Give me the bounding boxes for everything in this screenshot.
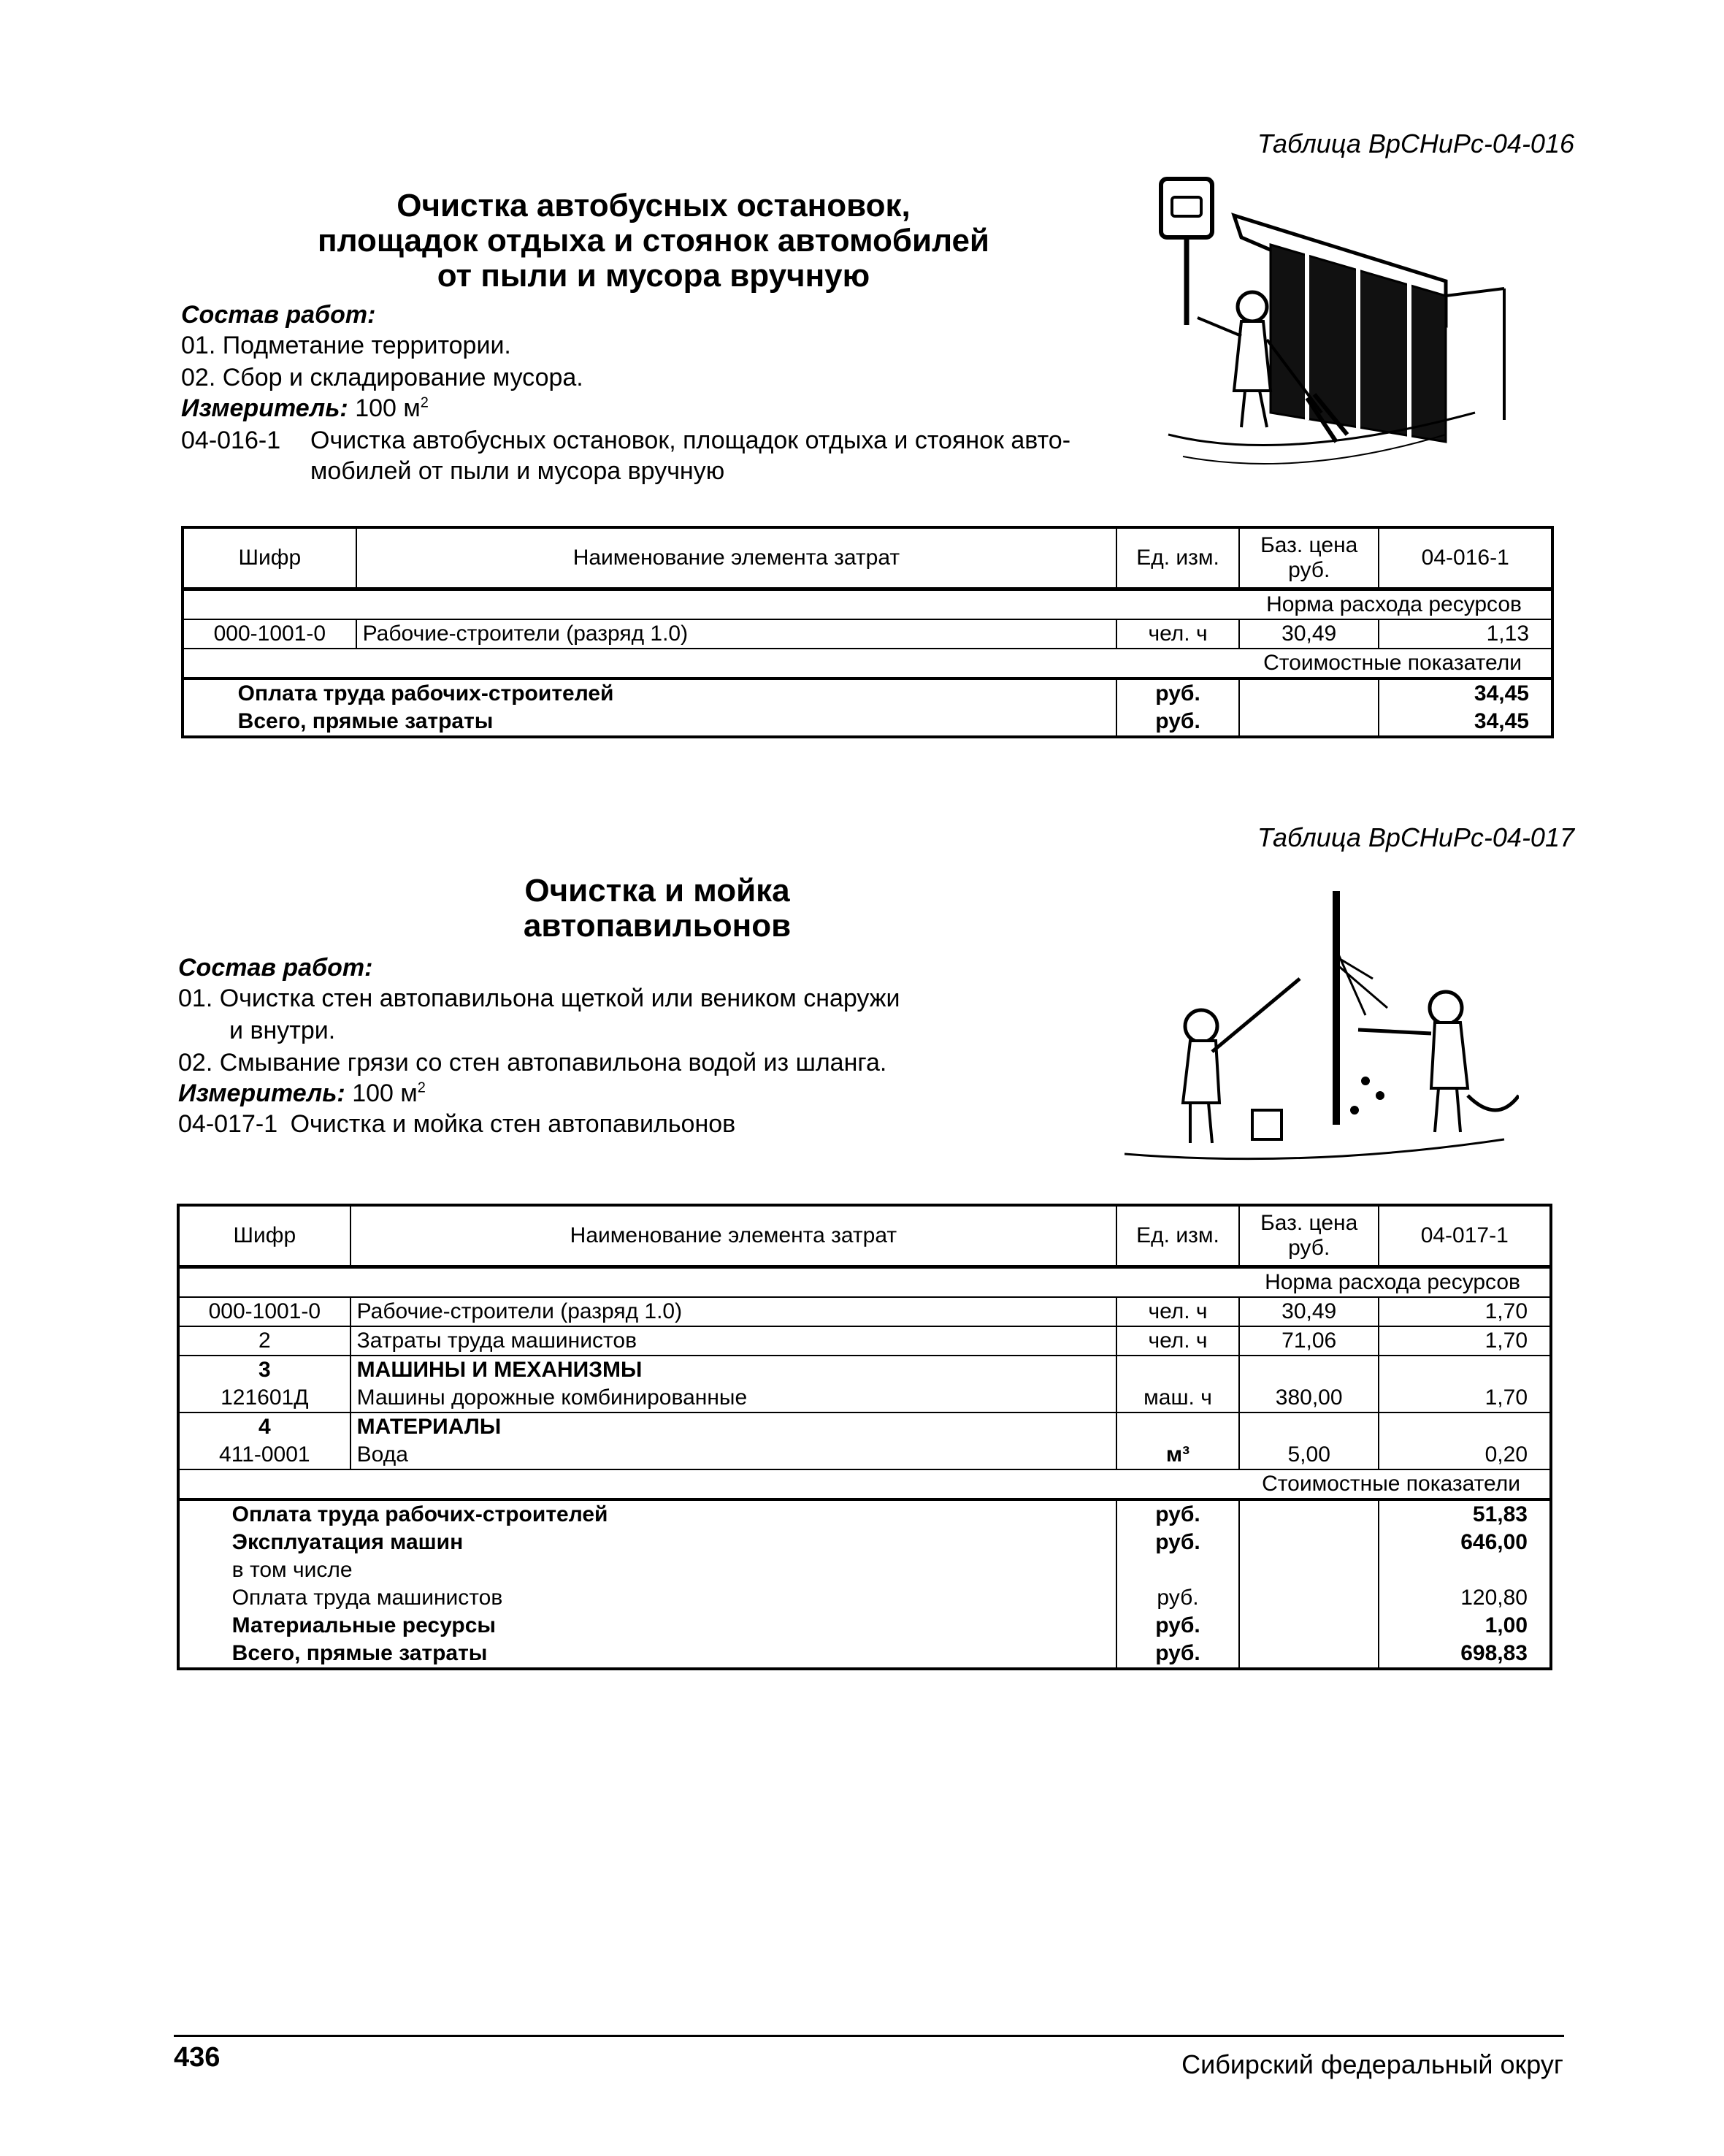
row-name: Вода <box>350 1441 1116 1469</box>
title-line: Очистка и мойка <box>524 873 790 909</box>
footer-region: Сибирский федеральный округ <box>1181 2049 1563 2079</box>
row-unit: чел. ч <box>1116 1297 1239 1326</box>
works-label: Состав работ: <box>178 954 373 982</box>
work-item: 02. Сбор и складирование мусора. <box>181 364 583 391</box>
table-caption: Таблица ВрСНиРс-04-017 <box>1257 822 1574 852</box>
table-row <box>183 619 1552 649</box>
meter-sup: 2 <box>417 1079 426 1096</box>
row-value: 1,70 <box>1379 1384 1551 1413</box>
row-name: Рабочие-строители (разряд 1.0) <box>350 1297 1116 1326</box>
row-price: 71,06 <box>1239 1326 1379 1356</box>
row-name: МАТЕРИАЛЫ <box>350 1413 1116 1441</box>
cost-table <box>181 526 1554 738</box>
meter-sup: 2 <box>420 394 429 411</box>
bus-stop-illustration <box>1139 172 1519 493</box>
cost-row <box>183 678 1552 708</box>
item-text: мобилей от пыли и мусора вручную <box>310 457 725 485</box>
meter-value: 100 м <box>355 394 421 422</box>
title-line: от пыли и мусора вручную <box>437 258 870 294</box>
row-name: МАШИНЫ И МЕХАНИЗМЫ <box>350 1356 1116 1384</box>
row-price: 30,49 <box>1239 619 1379 649</box>
cost-name: Оплата труда рабочих-строителей <box>232 678 992 708</box>
header-item: 04-017-1 <box>1420 1223 1509 1247</box>
row-name: Рабочие-строители (разряд 1.0) <box>356 619 1116 649</box>
table-caption: Таблица ВрСНиРс-04-016 <box>1257 129 1574 158</box>
cost-value: 698,83 <box>1460 1641 1528 1665</box>
cost-label: Стоимостные показатели <box>1263 651 1522 675</box>
cost-name: Всего, прямые затраты <box>226 1640 992 1669</box>
section-row <box>183 649 1552 678</box>
row-code: 411-0001 <box>178 1441 350 1469</box>
row-price: 380,00 <box>1239 1384 1379 1413</box>
row-value: 1,70 <box>1379 1326 1551 1356</box>
title-line: автопавильонов <box>523 908 792 944</box>
page-number: 436 <box>174 2042 221 2073</box>
cost-row <box>178 1529 1551 1556</box>
cost-value: 51,83 <box>1472 1502 1528 1526</box>
row-value: 0,20 <box>1379 1441 1551 1469</box>
header-name: Наименование элемента затрат <box>350 1205 1116 1267</box>
cost-row <box>178 1640 1551 1669</box>
cost-value: 34,45 <box>1474 709 1529 733</box>
meter-label: Измеритель: <box>178 1079 345 1107</box>
cost-unit: руб. <box>1116 678 1239 708</box>
row-name: Машины дорожные комбинированные <box>350 1384 1116 1413</box>
table-row <box>178 1413 1551 1441</box>
header-code: Шифр <box>178 1205 350 1267</box>
cost-unit: руб. <box>1116 708 1239 737</box>
cost-name: Материальные ресурсы <box>226 1612 992 1640</box>
cost-name: Всего, прямые затраты <box>232 708 992 737</box>
item-text: Очистка автобусных остановок, площадок отдыха и стоянок авто- <box>310 427 1071 454</box>
cost-unit: руб. <box>1116 1612 1239 1640</box>
title-line: Очистка автобусных остановок, <box>396 188 911 223</box>
header-unit: Ед. изм. <box>1116 527 1239 589</box>
item-code: 04-016-1 <box>181 427 281 454</box>
cost-row <box>178 1556 1551 1584</box>
cost-row <box>178 1499 1551 1529</box>
cost-row <box>178 1584 1551 1612</box>
meter-line <box>181 394 429 423</box>
row-code: 2 <box>178 1326 350 1356</box>
cost-row <box>183 708 1552 737</box>
cost-value: 646,00 <box>1460 1530 1528 1554</box>
header-name: Наименование элемента затрат <box>356 527 1116 589</box>
header-item: 04-016-1 <box>1421 546 1509 570</box>
cost-unit: руб. <box>1116 1499 1239 1529</box>
item-text: Очистка и мойка стен автопавильонов <box>290 1110 736 1138</box>
cost-name: в том числе <box>226 1556 992 1584</box>
cost-label: Стоимостные показатели <box>1262 1472 1520 1496</box>
cost-unit: руб. <box>1116 1640 1239 1669</box>
title-line: площадок отдыха и стоянок автомобилей <box>318 223 989 259</box>
row-value: 1,13 <box>1379 619 1552 649</box>
header-price: Баз. цена руб. <box>1239 1205 1379 1267</box>
cost-table <box>177 1204 1552 1670</box>
work-item: и внутри. <box>229 1017 336 1044</box>
cost-value: 34,45 <box>1474 681 1529 706</box>
header-price: Баз. цена руб. <box>1239 527 1379 589</box>
header-unit: Ед. изм. <box>1116 1205 1239 1267</box>
table-row <box>178 1356 1551 1384</box>
cost-value: 1,00 <box>1484 1613 1528 1637</box>
item-code: 04-017-1 <box>178 1110 278 1138</box>
norm-label: Норма расхода ресурсов <box>183 589 1552 620</box>
table-row <box>178 1297 1551 1326</box>
row-unit: маш. ч <box>1116 1384 1239 1413</box>
table-row <box>178 1384 1551 1413</box>
table-row <box>178 1441 1551 1469</box>
norm-label: Норма расхода ресурсов <box>178 1267 1551 1298</box>
cost-unit: руб. <box>1116 1584 1239 1612</box>
meter-line <box>178 1079 426 1108</box>
section-row <box>178 1469 1551 1499</box>
meter-label: Измеритель: <box>181 394 348 422</box>
cost-name: Оплата труда машинистов <box>226 1584 992 1612</box>
work-item: 01. Подметание территории. <box>181 332 511 359</box>
row-unit: чел. ч <box>1116 1326 1239 1356</box>
washing-illustration <box>1125 876 1519 1169</box>
footer-rule <box>174 2035 1564 2037</box>
row-name: Затраты труда машинистов <box>350 1326 1116 1356</box>
table-header-row <box>183 527 1552 589</box>
row-code: 000-1001-0 <box>178 1297 350 1326</box>
cost-name: Эксплуатация машин <box>226 1529 992 1556</box>
table-row <box>178 1326 1551 1356</box>
header-code: Шифр <box>183 527 356 589</box>
row-code: 4 <box>178 1413 350 1441</box>
item-line <box>178 1110 735 1139</box>
table-header-row <box>178 1205 1551 1267</box>
row-unit: м³ <box>1116 1441 1239 1469</box>
row-code: 000-1001-0 <box>183 619 356 649</box>
cost-row <box>178 1612 1551 1640</box>
section-row <box>178 1267 1551 1298</box>
cost-name: Оплата труда рабочих-строителей <box>226 1499 992 1529</box>
row-value: 1,70 <box>1379 1297 1551 1326</box>
row-unit: чел. ч <box>1116 619 1239 649</box>
work-item: 01. Очистка стен автопавильона щеткой или веником снаружи <box>178 985 900 1012</box>
section-title <box>438 874 876 944</box>
meter-value: 100 м <box>352 1079 418 1107</box>
cost-unit: руб. <box>1116 1529 1239 1556</box>
works-label: Состав работ: <box>181 301 376 329</box>
row-code: 3 <box>178 1356 350 1384</box>
work-item: 02. Смывание грязи со стен автопавильона водой из шланга. <box>178 1049 887 1077</box>
row-code: 121601Д <box>178 1384 350 1413</box>
cost-value: 120,80 <box>1460 1586 1528 1610</box>
row-price: 30,49 <box>1239 1297 1379 1326</box>
section-title <box>277 188 1030 294</box>
row-price: 5,00 <box>1239 1441 1379 1469</box>
section-row <box>183 589 1552 620</box>
